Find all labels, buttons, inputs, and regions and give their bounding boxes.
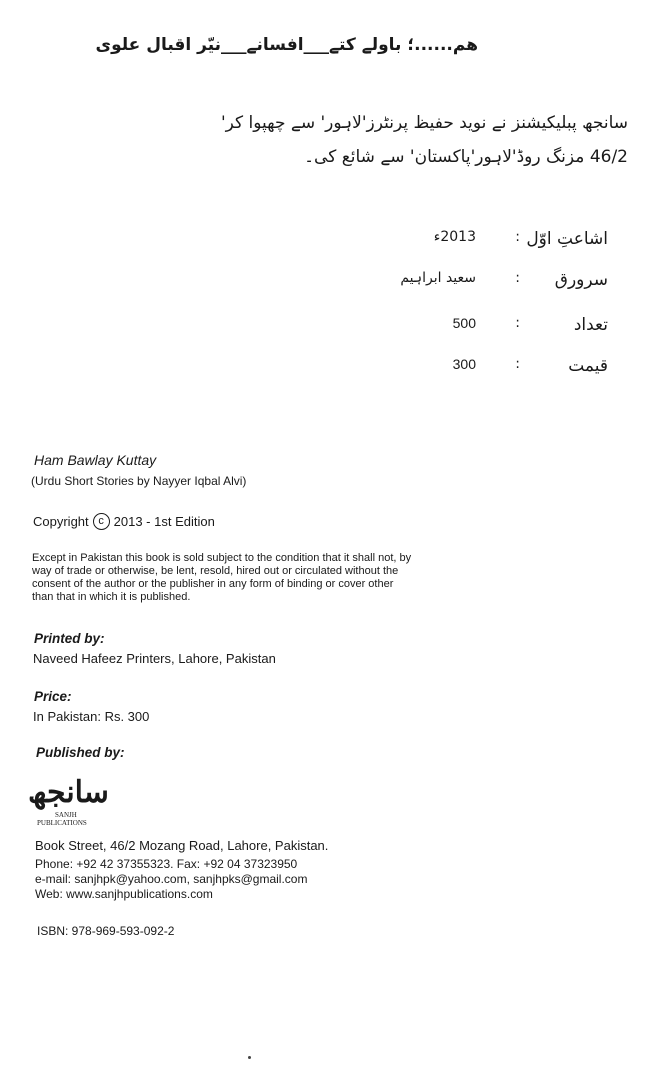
sanjh-logo-caption: [37, 811, 87, 827]
meta-value: 300: [452, 356, 476, 372]
meta-row-cover: [0, 270, 648, 296]
page-speck: [248, 1056, 251, 1059]
copyright-symbol-icon: c: [93, 513, 110, 530]
isbn: ISBN: 978-969-593-092-2: [37, 924, 175, 938]
publisher-email: e-mail: sanjhpk@yahoo.com, sanjhpks@gmail.com: [35, 872, 308, 886]
meta-colon: :: [515, 315, 520, 331]
publisher-web: Web: www.sanjhpublications.com: [35, 887, 213, 901]
price-heading: Price:: [34, 689, 72, 704]
meta-colon: :: [515, 356, 520, 372]
logo-name-line-1: SANJH: [55, 811, 77, 819]
published-by-heading: Published by:: [36, 745, 125, 760]
publisher-address: Book Street, 46/2 Mozang Road, Lahore, Pakistan.: [35, 838, 329, 853]
urdu-publisher-line-2: 46/2 مزنگ روڈ'لاہور'پاکستان' سے شائع کی۔: [304, 147, 628, 167]
urdu-book-title-line: ھم......؛ باولے کتے___افسانے___نیّر اقبال علوی: [95, 35, 478, 55]
meta-label: اشاعتِ اوّل: [526, 229, 608, 249]
copyright-edition: 2013 - 1st Edition: [113, 514, 215, 529]
copyright-word: Copyright: [33, 514, 89, 529]
meta-row-first-edition: [0, 229, 648, 255]
copyright-line: [33, 513, 215, 530]
price-value: Rs. 300: [104, 709, 150, 724]
meta-label: تعداد: [573, 315, 608, 335]
urdu-publisher-line-1: سانجھ پبلیکیشنز نے نوید حفیظ پرنٹرز'لاہور' سے چھپوا کر': [220, 113, 628, 133]
meta-row-price: [0, 356, 648, 382]
meta-row-quantity: [0, 315, 648, 341]
sanjh-logo: سانجھ: [28, 775, 109, 810]
book-subtitle: (Urdu Short Stories by Nayyer Iqbal Alvi): [31, 474, 247, 488]
printed-by-heading: Printed by:: [34, 631, 105, 646]
meta-value: 500: [452, 315, 476, 331]
publisher-phone: Phone: +92 42 37355323. Fax: +92 04 37323950: [35, 857, 298, 871]
printer-name: Naveed Hafeez Printers, Lahore, Pakistan: [33, 651, 276, 666]
meta-colon: :: [515, 229, 520, 245]
meta-value: 2013ء: [433, 229, 476, 245]
price-line: [33, 709, 149, 724]
price-label: In Pakistan:: [33, 709, 101, 724]
sale-notice: Except in Pakistan this book is sold subject to the condition that it shall not, by way of trade or otherwise, be lent, resold, hired out or circulated without the consent of the author or the publisher in any form of binding or cover other than that in which it is published.: [32, 552, 412, 603]
book-title: Ham Bawlay Kuttay: [34, 452, 157, 468]
meta-label: سرورق: [554, 270, 608, 290]
meta-value: سعید ابراہیم: [400, 270, 476, 286]
meta-label: قیمت: [568, 356, 608, 376]
logo-name-line-2: PUBLICATIONS: [37, 819, 87, 827]
meta-colon: :: [515, 270, 520, 286]
